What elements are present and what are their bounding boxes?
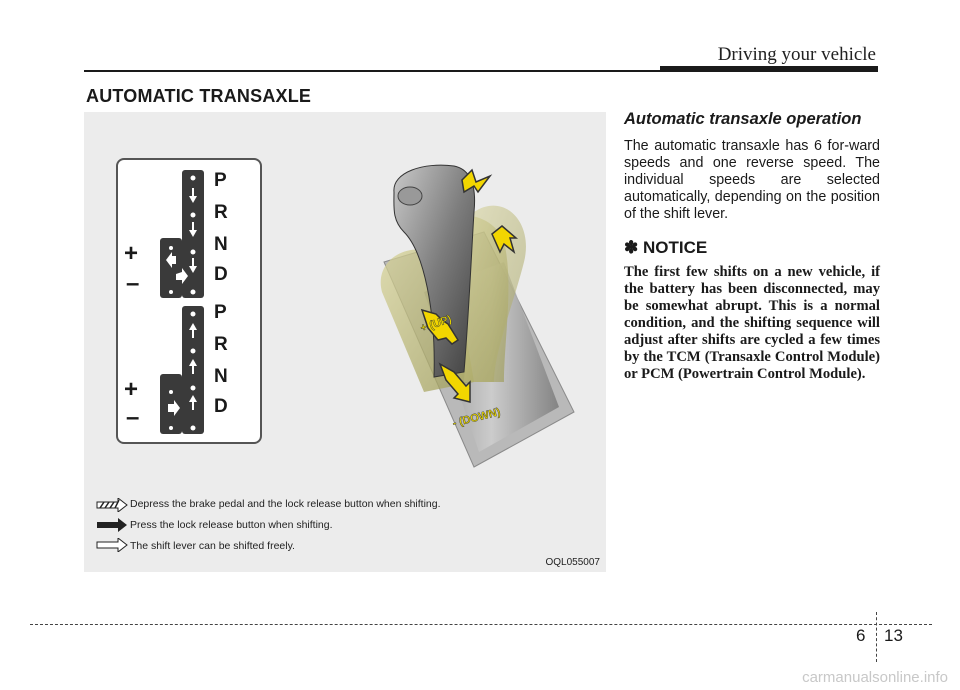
page-number: 13 xyxy=(884,626,903,645)
gate-arrows-icon xyxy=(158,170,208,436)
gear-d-bottom: D xyxy=(214,396,228,417)
footer-rule xyxy=(30,624,932,625)
chapter-number: 6 xyxy=(856,626,866,645)
gear-p-top: P xyxy=(214,170,227,191)
label-down: - (DOWN) xyxy=(451,406,502,430)
label-up: + (UP) xyxy=(418,313,454,335)
gear-r-bottom: R xyxy=(214,334,228,355)
running-header: Driving your vehicle xyxy=(717,44,876,65)
hatched-arrow-icon xyxy=(96,498,128,512)
legend-text-brake: Depress the brake pedal and the lock release button when shifting. xyxy=(130,498,441,510)
legend-text-lock-release: Press the lock release button when shifting. xyxy=(130,519,333,531)
operation-paragraph: The automatic transaxle has 6 for-ward speeds and one reverse speed. The individual speeds are selected automatically, depending on the position of the shift lever. xyxy=(624,138,880,222)
gear-p-bottom: P xyxy=(214,302,227,323)
plus-sign-bottom: + xyxy=(124,376,139,403)
notice-title: ✽ NOTICE xyxy=(624,238,708,257)
minus-sign-bottom: – xyxy=(126,404,140,431)
watermark: carmanualsonline.info xyxy=(802,669,948,686)
shift-lever-figure xyxy=(84,112,606,572)
gear-r-top: R xyxy=(214,202,228,223)
gear-d-top: D xyxy=(214,264,228,285)
shift-lever-illustration xyxy=(364,152,594,472)
footer-divider xyxy=(876,612,877,662)
shift-gate-diagram xyxy=(116,158,262,444)
gear-n-bottom: N xyxy=(214,366,228,387)
outline-arrow-icon xyxy=(96,538,128,552)
gear-n-top: N xyxy=(214,234,228,255)
section-title: AUTOMATIC TRANSAXLE xyxy=(86,86,312,106)
legend-text-free: The shift lever can be shifted freely. xyxy=(130,540,295,552)
plus-sign-top: + xyxy=(124,240,139,267)
operation-title: Automatic transaxle operation xyxy=(624,110,862,128)
minus-sign-top: – xyxy=(126,270,140,297)
notice-paragraph: The first few shifts on a new vehicle, if the battery has been disconnected, may be somewhat abrupt. This is a normal condition, and the shifting sequence will adjust after shifts are cycled a few times by the TCM (Transaxle Control Module) or PCM (Powertrain Control Module). xyxy=(624,264,880,382)
figure-code: OQL055007 xyxy=(545,557,600,568)
solid-arrow-icon xyxy=(96,518,128,532)
header-bar xyxy=(660,66,878,72)
